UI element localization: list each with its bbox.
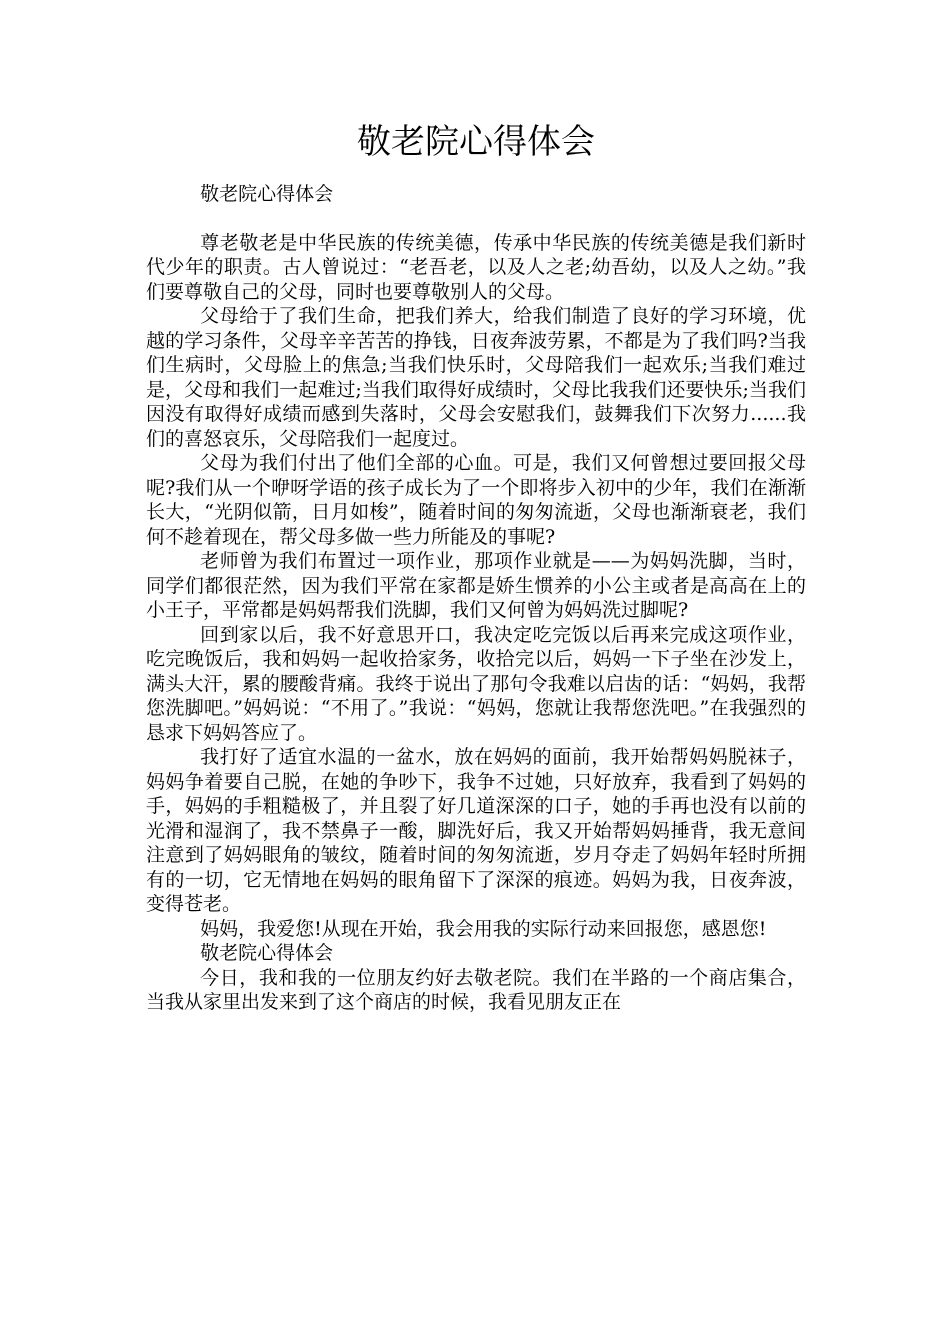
- paragraph: 父母给于了我们生命，把我们养大，给我们制造了良好的学习环境，优越的学习条件，父母辛辛苦苦的挣钱，日夜奔波劳累，不都是为了我们吗?当我们生病时，父母脸上的焦急;当我们快乐时，父母陪我们一起欢乐;当我们难过是，父母和我们一起难过;当我们取得好成绩时，父母比我我们还要快乐;当我们因没有取得好成绩而感到失落时，父母会安慰我们，鼓舞我们下次努力......我们的喜怒哀乐，父母陪我们一起度过。: [146, 305, 806, 450]
- section-heading: 敬老院心得体会: [200, 183, 334, 205]
- document-title: 敬老院心得体会: [357, 122, 595, 162]
- paragraph: 父母为我们付出了他们全部的心血。可是，我们又何曾想过要回报父母呢?我们从一个咿呀学语的孩子成长为了一个即将步入初中的少年，我们在渐渐长大，“光阴似箭，日月如梭”，随着时间的匆匆流逝，父母也渐渐衰老，我们何不趁着现在，帮父母多做一些力所能及的事呢?: [146, 452, 806, 548]
- paragraph: 回到家以后，我不好意思开口，我决定吃完饭以后再来完成这项作业，吃完晚饭后，我和妈妈一起收拾家务，收拾完以后，妈妈一下子坐在沙发上，满头大汗，累的腰酸背痛。我终于说出了那句令我难以启齿的话：“妈妈，我帮您洗脚吧。”妈妈说：“不用了。”我说：“妈妈，您就让我帮您洗吧。”在我强烈的恳求下妈妈答应了。: [146, 623, 806, 744]
- paragraph: 我打好了适宜水温的一盆水，放在妈妈的面前，我开始帮妈妈脱袜子，妈妈争着要自己脱，在她的争吵下，我争不过她，只好放弃，我看到了妈妈的手，妈妈的手粗糙极了，并且裂了好几道深深的口子，她的手再也没有以前的光滑和湿润了，我不禁鼻子一酸，脚洗好后，我又开始帮妈妈捶背，我无意间注意到了妈妈眼角的皱纹，随着时间的匆匆流逝，岁月夺走了妈妈年轻时所拥有的一切，它无情地在妈妈的眼角留下了深深的痕迹。妈妈为我，日夜奔波，变得苍老。: [146, 746, 806, 915]
- document-page: [146, 118, 806, 1015]
- paragraph: 妈妈，我爱您!从现在开始，我会用我的实际行动来回报您，感恩您!: [200, 917, 767, 940]
- paragraph: 尊老敬老是中华民族的传统美德，传承中华民族的传统美德是我们新时代少年的职责。古人曾说过：“老吾老，以及人之老;幼吾幼，以及人之幼。”我们要尊敬自己的父母，同时也要尊敬别人的父母。: [146, 231, 806, 303]
- paragraph: 今日，我和我的一位朋友约好去敬老院。我们在半路的一个商店集合，当我从家里出发来到了这个商店的时候，我看见朋友正在: [146, 966, 806, 1013]
- section-heading: 敬老院心得体会: [200, 942, 334, 964]
- paragraph: 老师曾为我们布置过一项作业，那项作业就是——为妈妈洗脚，当时，同学们都很茫然，因为我们平常在家都是娇生惯养的小公主或者是高高在上的小王子，平常都是妈妈帮我们洗脚，我们又何曾为妈妈洗过脚呢?: [146, 550, 806, 621]
